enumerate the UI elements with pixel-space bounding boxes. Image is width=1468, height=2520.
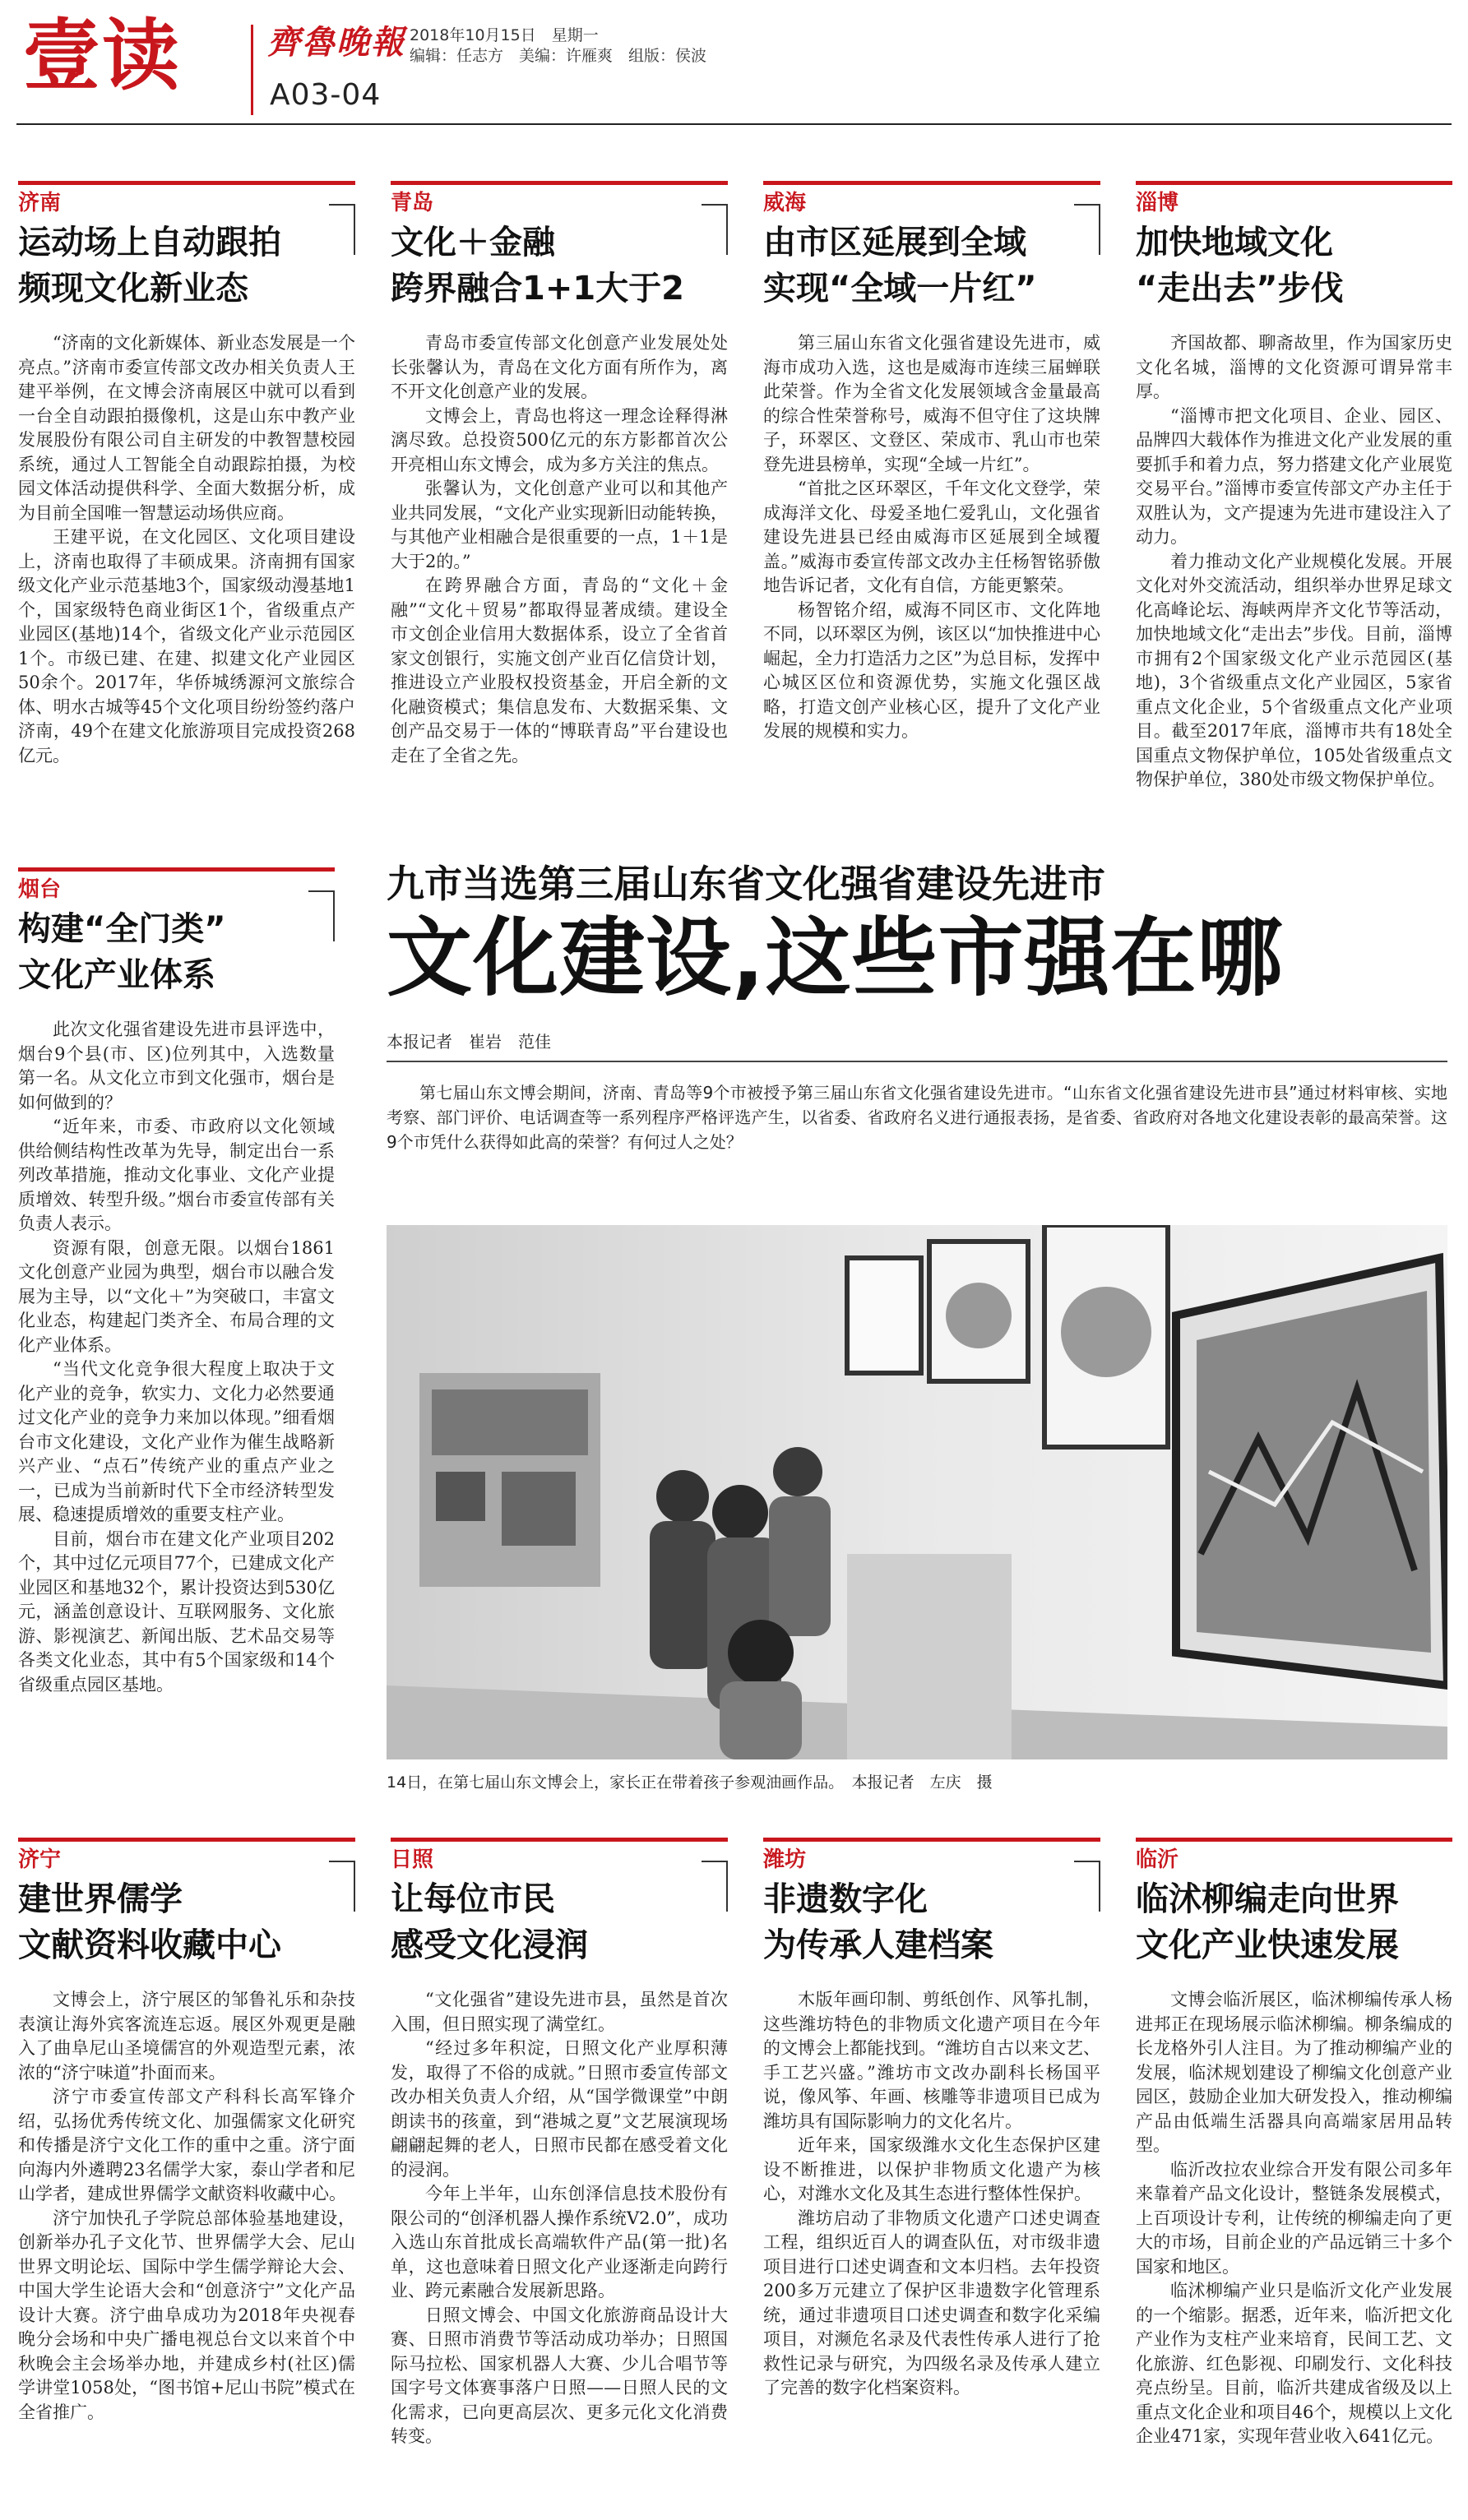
paragraph: 文博会上，济宁展区的邹鲁礼乐和杂技表演让海外宾客流连忘返。展区外观更是融入了曲阜尼山圣境儒宫的外观造型元素，浓浓的“济宁味道”扑面而来。	[18, 1990, 355, 2083]
lead-intro	[387, 1080, 1447, 1154]
article-body	[18, 1018, 335, 1697]
lead-title: 文化建设,这些市强在哪	[387, 908, 1284, 1008]
paragraph: 着力推动文化产业规模化发展。开展文化对外交流活动，组织举办世界足球文化高峰论坛、海峡两岸齐文化节等活动，加快地域文化“走出去”步伐。目前，淄博市拥有2个国家级文化产业示范园区(基地)，3个省级重点文化产业园区，5家省重点文化企业，5个省级重点文化产业项目。截至2017年底，淄博市共有18处全国重点文物保护单位，105处省级重点文物保护单位，380处市级文物保护单位。	[1136, 551, 1452, 789]
masthead-divider	[251, 25, 253, 115]
article-body	[1136, 1988, 1452, 2449]
article-location: 济南	[18, 181, 355, 216]
paragraph: “济南的文化新媒体、新业态发展是一个亮点。”济南市委宣传部文改办相关负责人王建平举例，在文博会济南展区中就可以看到一台全自动跟拍摄像机，这是山东中教产业发展股份有限公司自主研发的中教智慧校园系统，通过人工智能全自动跟踪拍摄，为校园文体活动提供科学、全面大数据分析，成为目前全国唯一智慧运动场供应商。	[18, 333, 355, 523]
corner-decoration	[308, 890, 335, 941]
paragraph: “当代文化竞争很大程度上取决于文化产业的竞争，软实力、文化力必然要通过文化产业的竞争力来加以体现。”细看烟台市文化建设，文化产业作为催生战略新兴产业、“点石”传统产业的重点产业之一，已成为当前新时代下全市经济转型发展、稳速提质增效的重要支柱产业。	[18, 1359, 335, 1524]
article-headline	[1136, 220, 1452, 312]
headline-line: 非遗数字化	[763, 1880, 928, 1918]
article-yantai	[18, 867, 335, 1697]
article-body	[18, 331, 355, 768]
page-number: A03-04	[270, 78, 382, 112]
paragraph: 济宁市委宣传部文产科科长高军锋介绍，弘扬优秀传统文化、加强儒家文化研究和传播是济宁文化工作的重中之重。济宁面向海内外遴聘23名儒学大家，泰山学者和尼山学者，建成世界儒学文献资料收藏中心。	[18, 2087, 355, 2203]
paragraph: “淄博市把文化项目、企业、园区、品牌四大载体作为推进文化产业发展的重要抓手和着力点，努力搭建文化产业展览交易平台。”淄博市委宣传部文产办主任于双胜认为，文产提速为先进市建设注入了动力。	[1136, 405, 1452, 547]
headline-line: 建世界儒学	[18, 1880, 183, 1918]
lead-rule	[387, 1061, 1447, 1062]
paragraph: 齐国故都、聊斋故里，作为国家历史文化名城，淄博的文化资源可谓异常丰厚。	[1136, 333, 1452, 401]
article-location: 日照	[391, 1838, 728, 1873]
paragraph: 今年上半年，山东创泽信息技术股份有限公司的“创泽机器人操作系统V2.0”，成功入选山东首批成长高端软件产品(第一批)名单，这也意味着日照文化产业逐渐走向跨行业、跨元素融合发展新思路。	[391, 2184, 728, 2300]
article-headline	[391, 1876, 728, 1968]
headline-line: 频现文化新业态	[18, 270, 248, 307]
corner-decoration	[702, 1861, 728, 1912]
article-jinan	[18, 181, 355, 768]
article-location: 淄博	[1136, 181, 1452, 216]
headline-line: 感受文化浸润	[391, 1926, 588, 1964]
masthead-logo: 壹读	[23, 12, 182, 101]
headline-line: 让每位市民	[391, 1880, 555, 1918]
paragraph: 济宁加快孔子学院总部体验基地建设，创新举办孔子文化节、世界儒学大会、尼山世界文明论坛、国际中学生儒学辩论大会、中国大学生论语大会和“创意济宁”文化产品设计大赛。济宁曲阜成功为2018年央视春晚分会场和中央广播电视总台文以来首个中秋晚会主会场举办地，并建成乡村(社区)儒学讲堂1058处，“图书馆+尼山书院”模式在全省推广。	[18, 2208, 355, 2422]
article-location: 济宁	[18, 1838, 355, 1873]
corner-decoration	[1074, 204, 1100, 255]
headline-line: 跨界融合1+1大于2	[391, 270, 685, 307]
paragraph: “经过多年积淀，日照文化产业厚积薄发，取得了不俗的成就。”日照市委宣传部文改办相关负责人介绍，从“国学微课堂”中朗朗读书的孩童，到“港城之夏”文艺展演现场翩翩起舞的老人，日照市民都在感受着文化的浸润。	[391, 2038, 728, 2180]
lead-photo	[387, 1225, 1447, 1759]
article-location: 烟台	[18, 867, 335, 903]
corner-decoration	[702, 204, 728, 255]
article-location: 青岛	[391, 181, 728, 216]
paragraph: 临沂改拉农业综合开发有限公司多年来靠着产品文化设计，整链条发展模式，上百项设计专利，让传统的柳编走向了更大的市场，目前企业的产品远销三十多个国家和地区。	[1136, 2159, 1452, 2277]
lead-byline: 本报记者 崔岩 范佳	[387, 1032, 551, 1052]
editor-credits: 编辑：任志方 美编：许雁爽 组版：侯波	[410, 47, 707, 65]
corner-decoration	[1074, 1861, 1100, 1912]
article-headline	[18, 906, 335, 998]
paragraph: 潍坊启动了非物质文化遗产口述史调查工程，组织近百人的调查队伍，对市级非遗项目进行口述史调查和文本归档。去年投资200多万元建立了保护区非遗数字化管理系统，通过非遗项目口述史调查和数字化采编项目，对濒危名录及代表性传承人进行了抢救性记录与研究，为四级名录及传承人建立了完善的数字化档案资料。	[763, 2208, 1100, 2397]
article-body	[763, 331, 1100, 744]
headline-line: 实现“全域一片红”	[763, 270, 1037, 307]
paragraph: 日照文博会、中国文化旅游商品设计大赛、日照市消费节等活动成功举办；日照国际马拉松、国家机器人大赛、少儿合唱节等国字号文体赛事落户日照——日照人民的文化需求，已向更高层次、更多元化文化消费转变。	[391, 2305, 728, 2446]
article-body	[763, 1988, 1100, 2401]
headline-line: 运动场上自动跟拍	[18, 224, 281, 261]
article-zibo	[1136, 181, 1452, 793]
paragraph: 近年来，国家级潍水文化生态保护区建设不断推进，以保护非物质文化遗产为核心，对潍水文化及其生态进行整体性保护。	[763, 2135, 1100, 2203]
masthead	[0, 0, 1468, 123]
article-headline	[763, 1876, 1100, 1968]
paragraph: 资源有限，创意无限。以烟台1861文化创意产业园为典型，烟台市以融合发展为主导，以“文化＋”为突破口，丰富文化业态，构建起门类齐全、布局合理的文化产业体系。	[18, 1237, 335, 1355]
masthead-rule	[16, 123, 1452, 125]
paragraph: 临沭柳编产业只是临沂文化产业发展的一个缩影。据悉，近年来，临沂把文化产业作为支柱产业来培育，民间工艺、文化旅游、红色影视、印刷发行、文化科技亮点纷呈。目前，临沂共建成省级及以上重点文化企业和项目46个，规模以上文化企业471家，实现年营业收入641亿元。	[1136, 2281, 1452, 2446]
issue-date: 2018年10月15日 星期一	[410, 26, 599, 44]
article-weihai	[763, 181, 1100, 744]
article-location: 威海	[763, 181, 1100, 216]
article-headline	[763, 220, 1100, 312]
paragraph: 在跨界融合方面，青岛的“文化＋金融”“文化＋贸易”都取得显著成绩。建设全市文创企业信用大数据体系，设立了全省首家文创银行，实施文创产业百亿信贷计划，推进设立产业股权投资基金，开启全新的文化融资模式；集信息发布、大数据采集、文创产品交易于一体的“博联青岛”平台建设也走在了全省之先。	[391, 576, 728, 765]
article-weifang	[763, 1838, 1100, 2401]
lead-intro-text: 第七届山东文博会期间，济南、青岛等9个市被授予第三届山东省文化强省建设先进市。“山东省文化强省建设先进市县”通过材料审核、实地考察、部门评价、电话调查等一系列程序严格评选产生，以省委、省政府名义进行通报表扬，是省委、省政府对各地文化建设表彰的最高荣誉。这9个市凭什么获得如此高的荣誉？有何过人之处？	[387, 1083, 1447, 1152]
article-headline	[391, 220, 728, 312]
headline-line: 加快地域文化	[1136, 224, 1333, 261]
article-jining	[18, 1838, 355, 2425]
headline-line: 构建“全门类”	[18, 910, 226, 948]
paragraph: 目前，烟台市在建文化产业项目202个，其中过亿元项目77个，已建成文化产业园区和基地32个，累计投资达到530亿元，涵盖创意设计、互联网服务、文化旅游、影视演艺、新闻出版、艺术品交易等各类文化业态，其中有5个国家级和14个省级重点园区基地。	[18, 1528, 335, 1695]
article-body	[1136, 331, 1452, 793]
article-headline	[18, 1876, 355, 1968]
paragraph: “近年来，市委、市政府以文化领域供给侧结构性改革为先导，制定出台一系列改革措施，推动文化事业、文化产业提质增效、转型升级。”烟台市委宣传部有关负责人表示。	[18, 1117, 335, 1233]
paragraph: 杨智铭介绍，威海不同区市、文化阵地不同，以环翠区为例，该区以“加快推进中心崛起，全力打造活力之区”为总目标，发挥中心城区区位和资源优势，实施文化强区战略，打造文创产业核心区，提升了文化产业发展的规模和实力。	[763, 599, 1100, 741]
paragraph: 王建平说，在文化园区、文化项目建设上，济南也取得了丰硕成果。济南拥有国家级文化产业示范基地3个，国家级动漫基地1个，国家级特色商业街区1个，省级重点产业园区(基地)14个，省级文化产业示范园区1个。市级已建、在建、拟建文化产业园区50余个。2017年，华侨城绣源河文旅综合体、明水古城等45个文化项目纷纷签约落户济南，49个在建文化旅游项目完成投资268亿元。	[18, 527, 355, 765]
paragraph: 文博会临沂展区，临沭柳编传承人杨进邦正在现场展示临沭柳编。柳条编成的长龙格外引人注目。为了推动柳编产业的发展，临沭规划建设了柳编文化创意产业园区，鼓励企业加大研发投入，推动柳编产品由低端生活器具向高端家居用品转型。	[1136, 1990, 1452, 2155]
paragraph: 第三届山东省文化强省建设先进市，威海市成功入选，这也是威海市连续三届蝉联此荣誉。作为全省文化发展领域含金量最高的综合性荣誉称号，威海不但守住了这块牌子，环翠区、文登区、荣成市、乳山市也荣登先进县榜单，实现“全域一片红”。	[763, 333, 1100, 474]
gallery-photo-illustration	[387, 1225, 1447, 1759]
article-body	[18, 1988, 355, 2425]
headline-line: 由市区延展到全域	[763, 224, 1026, 261]
article-qingdao	[391, 181, 728, 768]
paragraph: “首批之区环翠区，千年文化文登学，荣成海洋文化、母爱圣地仁爱乳山，文化强省建设先进县已经由威海市区延展到全域覆盖。”威海市委宣传部文改办主任杨智铭骄傲地告诉记者，文化有自信，方能更繁荣。	[763, 479, 1100, 595]
lead-story	[387, 859, 1447, 1154]
article-body	[391, 1988, 728, 2449]
article-location: 临沂	[1136, 1838, 1452, 1873]
article-location: 潍坊	[763, 1838, 1100, 1873]
headline-line: 为传承人建档案	[763, 1926, 993, 1964]
lead-kicker: 九市当选第三届山东省文化强省建设先进市	[387, 862, 1105, 906]
headline-line: “走出去”步伐	[1136, 270, 1344, 307]
paragraph: 文博会上，青岛也将这一理念诠释得淋漓尽致。总投资500亿元的东方影都首次公开亮相山东文博会，成为多方关注的焦点。	[391, 405, 728, 474]
headline-line: 文献资料收藏中心	[18, 1926, 281, 1964]
headline-line: 文化产业快速发展	[1136, 1926, 1399, 1964]
article-headline	[1136, 1876, 1452, 1968]
article-headline	[18, 220, 355, 312]
paragraph: 木版年画印制、剪纸创作、风筝扎制，这些潍坊特色的非物质文化遗产项目在今年的文博会上都能找到。“潍坊自古以来文艺、手工艺兴盛。”潍坊市文改办副科长杨国平说，像风筝、年画、核雕等非遗项目已成为潍坊具有国际影响力的文化名片。	[763, 1990, 1100, 2131]
article-linyi	[1136, 1838, 1452, 2449]
paragraph: 张馨认为，文化创意产业可以和其他产业共同发展，“文化产业实现新旧动能转换，与其他产业相融合是很重要的一点，1＋1是大于2的。”	[391, 479, 728, 571]
paragraph: “文化强省”建设先进市县，虽然是首次入围，但日照实现了满堂红。	[391, 1990, 728, 2034]
article-body	[391, 331, 728, 768]
corner-decoration	[329, 204, 355, 255]
corner-decoration	[329, 1861, 355, 1912]
article-rizhao	[391, 1838, 728, 2449]
headline-line: 文化＋金融	[391, 224, 555, 261]
headline-line: 临沭柳编走向世界	[1136, 1880, 1399, 1918]
paragraph: 青岛市委宣传部文化创意产业发展处处长张馨认为，青岛在文化方面有所作为，离不开文化创意产业的发展。	[391, 333, 728, 401]
photo-caption: 14日，在第七届山东文博会上，家长正在带着孩子参观油画作品。 本报记者 左庆 摄	[387, 1773, 993, 1792]
headline-line: 文化产业体系	[18, 956, 215, 994]
newspaper-brand: 齊魯晚報	[267, 23, 405, 62]
paragraph: 此次文化强省建设先进市县评选中，烟台9个县(市、区)位列其中，入选数量第一名。从文化立市到文化强市，烟台是如何做到的？	[18, 1020, 335, 1112]
